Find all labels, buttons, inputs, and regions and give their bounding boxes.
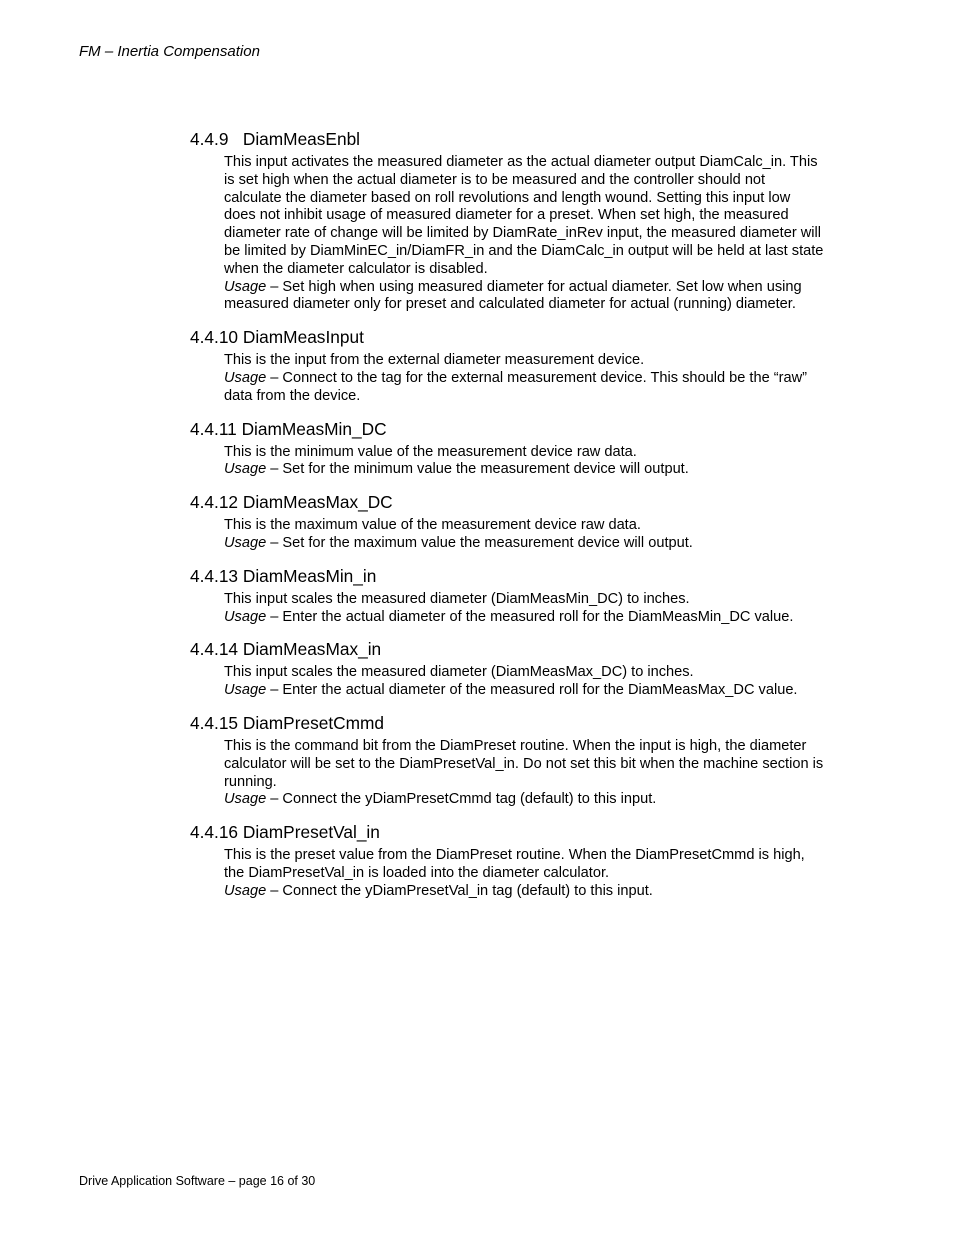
- section-body: [224, 847, 824, 900]
- section-description: This input scales the measured diameter (DiamMeasMin_DC) to inches.: [224, 590, 690, 607]
- usage-text: – Enter the actual diameter of the measured roll for the DiamMeasMin_DC value.: [266, 608, 794, 625]
- section-4-4-13: [190, 566, 830, 627]
- section-4-4-14: [190, 639, 830, 700]
- section-number: 4.4.12: [190, 492, 239, 513]
- section-number: 4.4.11: [190, 418, 237, 439]
- section-title: DiamMeasEnbl: [242, 129, 361, 149]
- section-4-4-10: [190, 327, 830, 405]
- section-body: [224, 738, 824, 809]
- section-title: DiamMeasMin_in: [242, 565, 377, 586]
- usage-text: – Enter the actual diameter of the measured roll for the DiamMeasMax_DC value.: [266, 682, 798, 699]
- section-heading: [190, 129, 830, 150]
- usage-text: – Connect to the tag for the external measurement device. This should be the “raw” data from the device.: [224, 369, 807, 404]
- section-title: DiamPresetCmmd: [242, 712, 385, 733]
- section-number: 4.4.13: [190, 565, 239, 586]
- section-4-4-15: [190, 713, 830, 809]
- usage-label: Usage: [224, 882, 267, 899]
- section-title: DiamMeasMax_DC: [242, 492, 393, 513]
- usage-text: – Set high when using measured diameter for actual diameter. Set low when using measured diameter only for preset and calculated diameter for actual (running) diameter.: [224, 278, 802, 313]
- usage-label: Usage: [224, 608, 267, 625]
- section-body: [224, 352, 824, 405]
- usage-label: Usage: [224, 369, 267, 386]
- section-number: 4.4.15: [190, 712, 239, 733]
- document-body: [190, 129, 830, 914]
- section-body: [224, 591, 824, 627]
- usage-text: – Connect the yDiamPresetCmmd tag (default) to this input.: [266, 791, 657, 808]
- section-description: This is the maximum value of the measurement device raw data.: [224, 517, 641, 534]
- usage-text: – Connect the yDiamPresetVal_in tag (default) to this input.: [266, 882, 653, 899]
- section-number: 4.4.10: [190, 327, 239, 348]
- section-number: 4.4.14: [190, 639, 239, 660]
- section-title: DiamMeasMax_in: [242, 639, 382, 660]
- usage-label: Usage: [224, 534, 267, 551]
- usage-label: Usage: [224, 461, 267, 478]
- section-description: This is the minimum value of the measurement device raw data.: [224, 443, 637, 460]
- section-number: 4.4.16: [190, 822, 239, 843]
- section-heading: [190, 492, 830, 513]
- section-title: DiamMeasInput: [242, 327, 364, 348]
- section-heading: [190, 566, 830, 587]
- section-4-4-16: [190, 822, 830, 900]
- page-header: FM – Inertia Compensation: [79, 43, 260, 60]
- section-heading: [190, 713, 830, 734]
- usage-label: Usage: [224, 682, 267, 699]
- usage-label: Usage: [224, 791, 267, 808]
- usage-label: Usage: [224, 278, 267, 295]
- section-description: This input scales the measured diameter (DiamMeasMax_DC) to inches.: [224, 664, 694, 681]
- section-title: DiamPresetVal_in: [242, 822, 380, 843]
- section-title: DiamMeasMin_DC: [241, 418, 387, 439]
- section-4-4-11: [190, 419, 830, 480]
- usage-text: – Set for the minimum value the measurement device will output.: [266, 461, 689, 478]
- section-4-4-12: [190, 492, 830, 553]
- section-heading: [190, 419, 830, 440]
- section-description: This is the preset value from the DiamPreset routine. When the DiamPresetCmmd is high, the DiamPresetVal_in is loaded into the diameter calculator.: [224, 847, 805, 881]
- section-body: [224, 444, 824, 480]
- section-heading: [190, 822, 830, 843]
- usage-text: – Set for the maximum value the measurement device will output.: [266, 534, 693, 551]
- section-4-4-9: [190, 129, 830, 314]
- section-body: [224, 664, 824, 700]
- section-description: This is the command bit from the DiamPreset routine. When the input is high, the diameter calculator will be set to the DiamPresetVal_in. Do not set this bit when the machine section is running.: [224, 737, 824, 790]
- section-heading: [190, 639, 830, 660]
- section-body: [224, 154, 824, 314]
- section-heading: [190, 327, 830, 348]
- page-footer: Drive Application Software – page 16 of 30: [79, 1174, 316, 1188]
- section-number: 4.4.9: [190, 129, 229, 149]
- section-description: This is the input from the external diameter measurement device.: [224, 352, 645, 369]
- section-description: This input activates the measured diameter as the actual diameter output DiamCalc_in. This is set high when the actual diameter is to be measured and the controller should not calculate the diameter based on roll revolutions and length wound. Setting this input low does not inhibit usage of measured diameter for a preset. When set high, the measured diameter rate of change will be limited by DiamRate_inRev input, the measured diameter will be limited by DiamMinEC_in/DiamFR_in and the DiamCalc_in output will be held at last state when the diameter calculator is disabled.: [224, 154, 824, 277]
- section-body: [224, 517, 824, 553]
